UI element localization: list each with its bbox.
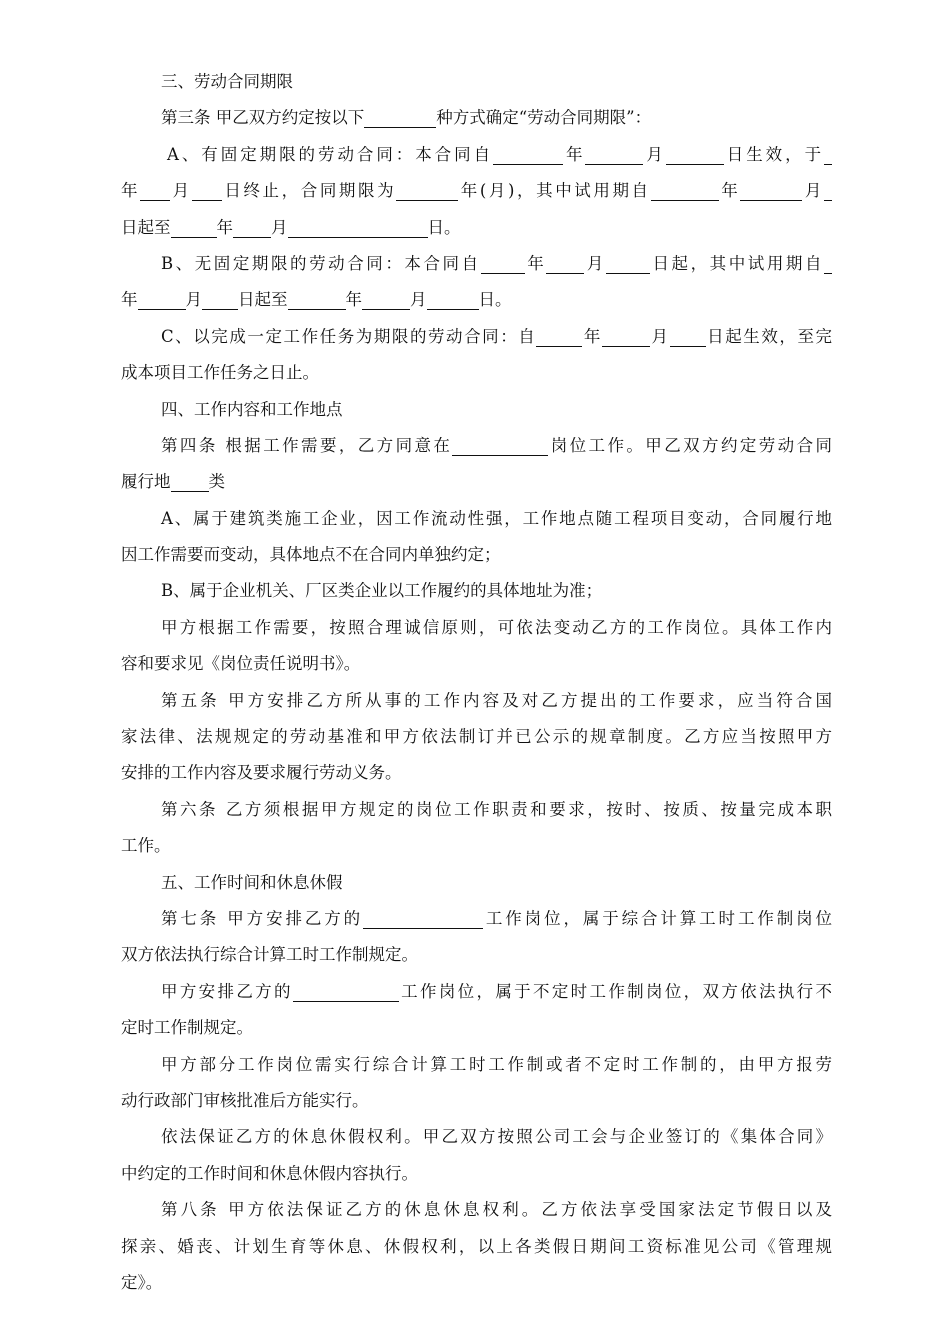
text-line — [121, 901, 832, 937]
text-run: 工作。 — [121, 836, 171, 856]
text-line — [121, 246, 832, 282]
text-run: 年 — [345, 290, 362, 310]
text-run: 日终止，合同期限为 — [221, 181, 397, 201]
text-run: 工作岗位，属于不定时工作制岗位，双方依法执行不 — [398, 981, 833, 1001]
text-line — [121, 1265, 832, 1301]
text-line — [121, 1010, 832, 1046]
fill-in-blank[interactable] — [740, 178, 802, 201]
text-run: 日。 — [478, 290, 512, 310]
fill-in-blank[interactable] — [427, 287, 479, 310]
fill-in-blank[interactable] — [288, 287, 346, 310]
text-run: 年 — [524, 253, 547, 273]
text-run: 甲方安排乙方的 — [161, 981, 293, 1001]
text-run: A、有固定期限的劳动合同：本合同自 — [167, 144, 494, 164]
text-run: 第六条 乙方须根据甲方规定的岗位工作职责和要求，按时、按质、按量完成本职 — [161, 799, 832, 819]
fill-in-blank[interactable] — [364, 105, 436, 128]
text-line — [121, 1047, 832, 1083]
text-run: 日起生效，至完 — [705, 326, 833, 346]
text-run: 履行地 — [121, 472, 171, 492]
text-run: 双方依法执行综合计算工时工作制规定。 — [121, 945, 418, 965]
text-line — [121, 974, 832, 1010]
text-line — [121, 1083, 832, 1119]
text-run: 因工作需要而变动，具体地点不在合同内单独约定； — [121, 545, 501, 565]
text-line — [121, 100, 832, 136]
text-line — [121, 755, 832, 791]
fill-in-blank[interactable] — [666, 142, 724, 165]
text-run: 年 — [121, 181, 141, 201]
fill-in-blank[interactable] — [202, 287, 238, 310]
text-line — [121, 137, 832, 173]
text-run: 年 — [582, 326, 602, 346]
text-run: 日起至 — [121, 217, 171, 237]
fill-in-blank[interactable] — [452, 433, 548, 456]
text-run: 甲方根据工作需要，按照合理诚信原则，可依法变动乙方的工作岗位。具体工作内 — [161, 617, 832, 637]
text-run: 月 — [170, 181, 192, 201]
text-run: 工作岗位，属于综合计算工时工作制岗位 — [483, 908, 832, 928]
text-run: 依法保证乙方的休息休假权利。甲乙双方按照公司工会与企业签订的《集体合同》 — [161, 1127, 832, 1147]
text-line — [121, 1229, 832, 1265]
fill-in-blank[interactable] — [606, 251, 650, 274]
text-line — [121, 573, 832, 609]
fill-in-blank[interactable] — [546, 251, 584, 274]
text-run: 年 — [718, 181, 741, 201]
text-run: 种方式确定“劳动合同期限”： — [436, 108, 652, 128]
text-run: 定时工作制规定。 — [121, 1018, 253, 1038]
fill-in-blank[interactable] — [602, 324, 650, 347]
text-run: 月 — [271, 217, 288, 237]
text-line — [121, 610, 832, 646]
text-line — [121, 501, 832, 537]
text-line — [121, 210, 832, 246]
text-run: C、以完成一定工作任务为期限的劳动合同：自 — [161, 326, 537, 346]
text-run: 类 — [208, 472, 225, 492]
text-run: 年 — [563, 144, 586, 164]
fill-in-blank[interactable] — [293, 979, 399, 1002]
fill-in-blank[interactable] — [171, 469, 209, 492]
text-run: 月 — [802, 181, 825, 201]
text-run: 岗位工作。甲乙双方约定劳动合同 — [548, 435, 832, 455]
fill-in-blank[interactable] — [585, 142, 643, 165]
text-run: 中约定的工作时间和休息休假内容执行。 — [121, 1163, 418, 1183]
text-run: B、属于企业机关、厂区类企业以工作履约的具体地址为准； — [161, 581, 603, 601]
text-run: 月 — [643, 144, 666, 164]
text-line — [121, 355, 832, 391]
text-run: 定》。 — [121, 1272, 163, 1292]
text-run: 日。 — [427, 217, 461, 237]
fill-in-blank[interactable] — [651, 178, 719, 201]
fill-in-blank[interactable] — [670, 324, 706, 347]
text-run: 日生效，于 — [723, 144, 825, 164]
text-run: 年(月)，其中试用期自 — [458, 181, 651, 201]
text-line — [121, 464, 832, 500]
text-run: B、无固定期限的劳动合同：本合同自 — [161, 253, 481, 273]
text-run: 月 — [649, 326, 670, 346]
text-line — [121, 1156, 832, 1192]
text-line — [121, 683, 832, 719]
text-run: 三、劳动合同期限 — [161, 72, 293, 91]
text-line — [121, 282, 832, 318]
text-run: 甲方部分工作岗位需实行综合计算工时工作制或者不定时工作制的，由甲方报劳 — [161, 1054, 832, 1074]
text-run: 第三条 甲乙双方约定按以下 — [161, 108, 365, 128]
fill-in-blank[interactable] — [363, 906, 483, 929]
text-run: 第八条 甲方依法保证乙方的休息休息权利。乙方依法享受国家法定节假日以及 — [161, 1200, 832, 1220]
text-run: 日起至 — [238, 290, 288, 310]
text-run: 月 — [584, 253, 606, 273]
fill-in-blank[interactable] — [396, 178, 458, 201]
text-run: 年 — [216, 217, 233, 237]
text-run: 年 — [121, 290, 138, 310]
text-run: 四、工作内容和工作地点 — [161, 399, 343, 419]
fill-in-blank[interactable] — [192, 178, 222, 201]
fill-in-blank[interactable] — [233, 215, 271, 238]
fill-in-blank[interactable] — [288, 215, 428, 238]
text-line — [121, 719, 832, 755]
fill-in-blank[interactable] — [140, 178, 170, 201]
text-run: 第四条 根据工作需要，乙方同意在 — [161, 435, 453, 455]
text-run: 第七条 甲方安排乙方的 — [161, 908, 364, 928]
text-run: 安排的工作内容及要求履行劳动义务。 — [121, 763, 402, 783]
text-run: 成本项目工作任务之日止。 — [121, 363, 319, 383]
fill-in-blank[interactable] — [824, 178, 832, 201]
text-run: 第五条 甲方安排乙方所从事的工作内容及对乙方提出的工作要求，应当符合国 — [161, 690, 832, 710]
text-line — [121, 1192, 832, 1228]
text-run: 五、工作时间和休息休假 — [161, 872, 343, 892]
text-run: 探亲、婚丧、计划生育等休息、休假权利，以上各类假日期间工资标准见公司《管理规 — [121, 1236, 832, 1256]
text-line — [121, 1119, 832, 1155]
text-line — [121, 173, 832, 209]
text-line — [121, 537, 832, 573]
fill-in-blank[interactable] — [138, 287, 186, 310]
text-line — [121, 865, 832, 901]
text-run: 月 — [185, 290, 202, 310]
text-run: A、属于建筑类施工企业，因工作流动性强，工作地点随工程项目变动，合同履行地 — [161, 508, 832, 528]
text-line — [121, 428, 832, 464]
text-run: 月 — [410, 290, 427, 310]
text-line — [121, 792, 832, 828]
fill-in-blank[interactable] — [362, 287, 410, 310]
text-line — [121, 319, 832, 355]
text-run: 日起，其中试用期自 — [649, 253, 825, 273]
fill-in-blank[interactable] — [824, 251, 832, 274]
fill-in-blank[interactable] — [536, 324, 582, 347]
text-line — [121, 937, 832, 973]
text-run: 家法律、法规规定的劳动基准和甲方依法制订并已公示的规章制度。乙方应当按照甲方 — [121, 727, 832, 747]
fill-in-blank[interactable] — [481, 251, 525, 274]
text-run: 动行政部门审核批准后方能实行。 — [121, 1090, 369, 1110]
text-line — [121, 392, 832, 428]
fill-in-blank[interactable] — [171, 215, 217, 238]
fill-in-blank[interactable] — [824, 142, 832, 165]
text-line — [121, 828, 832, 864]
fill-in-blank[interactable] — [493, 142, 563, 165]
text-line — [121, 64, 832, 100]
text-run: 容和要求见《岗位责任说明书》。 — [121, 654, 361, 674]
text-line — [121, 646, 832, 682]
